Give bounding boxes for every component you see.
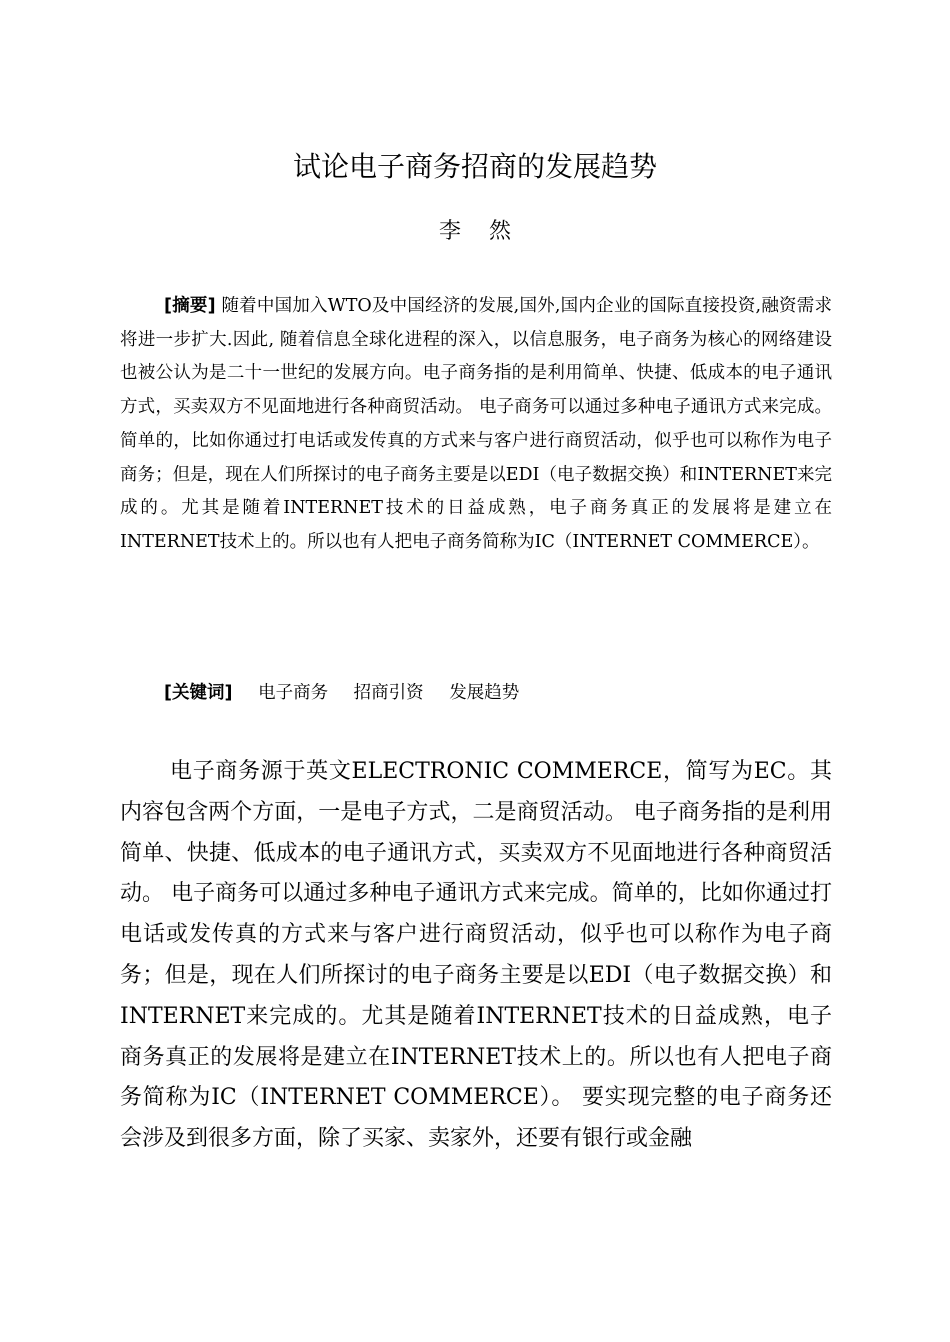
body-paragraph: 电子商务源于英文ELECTRONIC COMMERCE，简写为EC。其内容包含两个方面，一是电子方式，二是商贸活动。 电子商务指的是利用简单、快捷、低成本的电子通讯方式，买卖双方不见面地进行各种商贸活动。 电子商务可以通过多种电子通讯方式来完成。简单的，比如你通过打电话或发传真的方式来与客户进行商贸活动，似乎也可以称作为电子商务；但是，现在人们所探讨的电子商务主要是以EDI（电子数据交换）和INTERNET来完成的。尤其是随着INTERNET技术的日益成熟，电子商务真正的发展将是建立在INTERNET技术上的。所以也有人把电子商务简称为IC（INTERNET COMMERCE）。 要实现完整的电子商务还会涉及到很多方面，除了买家、卖家外，还要有银行或金融 xyxy=(120,759,832,1152)
abstract-paragraph xyxy=(120,290,832,560)
keyword-item: 招商引资 xyxy=(353,683,424,703)
keywords-label: [关键词] xyxy=(164,683,233,703)
page-title: 试论电子商务招商的发展趋势 xyxy=(292,149,657,183)
abstract-text: 随着中国加入WTO及中国经济的发展,国外,国内企业的国际直接投资,融资需求将进一步扩大.因此, 随着信息全球化进程的深入，以信息服务，电子商务为核心的网络建设也被公认为是二十一世纪的发展方向。电子商务指的是利用简单、快捷、低成本的电子通讯方式，买卖双方不见面地进行各种商贸活动。 电子商务可以通过多种电子通讯方式来完成。简单的，比如你通过打电话或发传真的方式来与客户进行商贸活动，似乎也可以称作为电子商务；但是，现在人们所探讨的电子商务主要是以EDI（电子数据交换）和INTERNET来完成的。尤其是随着INTERNET技术的日益成熟，电子商务真正的发展将是建立在INTERNET技术上的。所以也有人把电子商务简称为IC（INTERNET COMMERCE）。 xyxy=(120,296,832,552)
keywords-line xyxy=(164,676,519,710)
author-name: 李然 xyxy=(438,219,539,244)
keyword-item: 发展趋势 xyxy=(449,683,520,703)
keyword-item: 电子商务 xyxy=(258,683,329,703)
abstract-label: [摘要] xyxy=(164,296,216,316)
